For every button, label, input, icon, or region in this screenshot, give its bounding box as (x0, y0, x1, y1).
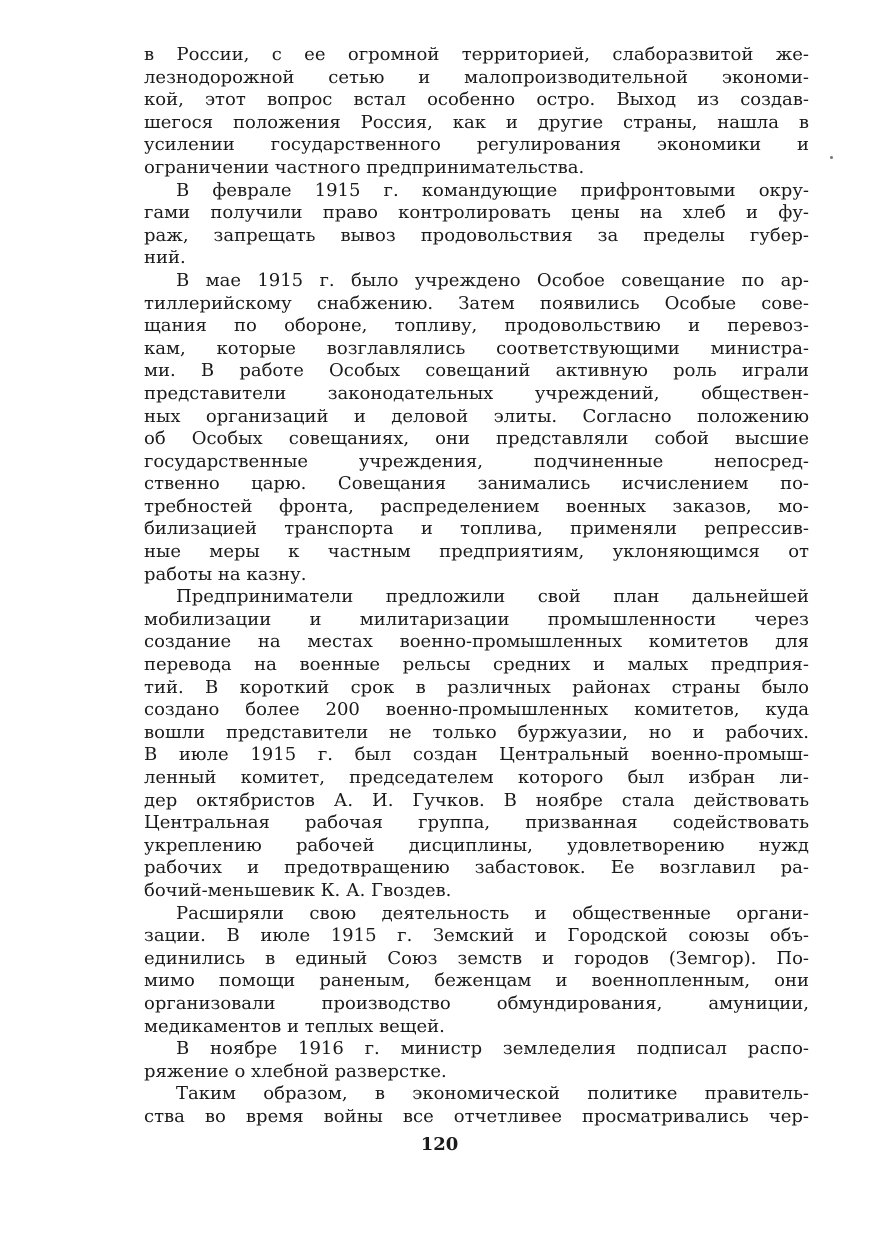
text-line: лезнодорожной сетью и малопроизводительной экономи- (144, 66, 809, 88)
paragraph (144, 1083, 809, 1128)
text-line: Таким образом, в экономической политике правитель- (176, 1083, 809, 1105)
text-line: перевода на военные рельсы средних и малых предприя- (144, 654, 809, 676)
text-line: государственные учреждения, подчиненные непосред- (144, 450, 809, 472)
text-line: укреплению рабочей дисциплины, удовлетворению нужд (144, 834, 809, 856)
page-number: 120 (420, 1134, 459, 1155)
text-line: усилении государственного регулирования экономики и (144, 134, 809, 156)
text-line: раж, запрещать вывоз продовольствия за пределы губер- (144, 224, 809, 246)
text-line: работы на казну. (144, 563, 307, 585)
text-line: ных организаций и деловой элиты. Согласно положению (144, 405, 809, 427)
text-line: вошли представители не только буржуазии, но и рабочих. (144, 721, 809, 743)
text-line: ний. (144, 247, 186, 269)
text-line: тиллерийскому снабжению. Затем появились Особые сове- (144, 292, 809, 314)
text-line: ми. В работе Особых совещаний активную роль играли (144, 360, 809, 382)
text-line: об Особых совещаниях, они представляли собой высшие (144, 428, 809, 450)
text-line: медикаментов и теплых вещей. (144, 1015, 445, 1037)
text-line: кой, этот вопрос встал особенно остро. Выход из создав- (144, 89, 809, 111)
paragraph (144, 44, 809, 180)
paragraph (144, 903, 809, 1039)
text-line: ленный комитет, председателем которого был избран ли- (144, 767, 809, 788)
text-line: бочий-меньшевик К. А. Гвоздев. (144, 879, 452, 901)
text-line: В мае 1915 г. было учреждено Особое совещание по ар- (176, 269, 809, 291)
text-line: билизацией транспорта и топлива, применяли репрессив- (144, 518, 809, 540)
body-text (144, 44, 809, 1129)
text-line: ственно царю. Совещания занимались исчислением по- (144, 473, 809, 495)
text-line: организовали производство обмундирования, амуниции, (144, 992, 809, 1014)
text-line: зации. В июле 1915 г. Земский и Городской союзы объ- (144, 925, 809, 947)
paragraph (144, 270, 809, 586)
paragraph (144, 180, 809, 270)
text-line: создано более 200 военно-промышленных комитетов, куда (144, 699, 809, 721)
text-line: ные меры к частным предприятиям, уклоняющимся от (144, 541, 809, 563)
text-line: представители законодательных учреждений, обществен- (144, 382, 809, 404)
text-line: в России, с ее огромной территорией, слаборазвитой же- (144, 44, 809, 65)
paragraph (144, 586, 809, 902)
text-line: единились в единый Союз земств и городов (Земгор). По- (144, 947, 809, 969)
text-line: В ноябре 1916 г. министр земледелия подписал распо- (176, 1038, 809, 1060)
text-line: В феврале 1915 г. командующие прифронтовыми окру- (176, 179, 809, 201)
text-line: Предприниматели предложили свой план дальнейшей (176, 586, 809, 608)
text-line: щания по обороне, топливу, продовольствию и перевоз- (144, 315, 809, 337)
text-line: ряжение о хлебной разверстке. (144, 1060, 447, 1082)
text-line: рабочих и предотвращению забастовок. Ее возглавил ра- (144, 857, 809, 879)
text-line: ства во время войны все отчетливее просматривались чер- (144, 1105, 809, 1127)
text-line: гами получили право контролировать цены на хлеб и фу- (144, 202, 809, 224)
text-line: ограничении частного предпринимательства. (144, 156, 585, 178)
text-line: мобилизации и милитаризации промышленности через (144, 608, 809, 630)
text-line: В июле 1915 г. был создан Центральный военно-промыш- (144, 744, 809, 766)
text-line: требностей фронта, распределением военных заказов, мо- (144, 495, 809, 517)
text-line: тий. В короткий срок в различных районах страны было (144, 676, 809, 698)
paragraph (144, 1038, 809, 1083)
text-line: кам, которые возглавлялись соответствующими министра- (144, 337, 809, 359)
scan-speck (830, 156, 833, 159)
text-line: создание на местах военно-промышленных комитетов для (144, 631, 809, 653)
text-line: Расширяли свою деятельность и общественные органи- (176, 902, 809, 924)
text-line: мимо помощи раненым, беженцам и военнопленным, они (144, 970, 809, 992)
text-line: шегося положения Россия, как и другие страны, нашла в (144, 111, 809, 133)
text-line: дер октябристов А. И. Гучков. В ноябре стала действовать (144, 789, 809, 811)
text-line: Центральная рабочая группа, призванная содействовать (144, 812, 809, 834)
